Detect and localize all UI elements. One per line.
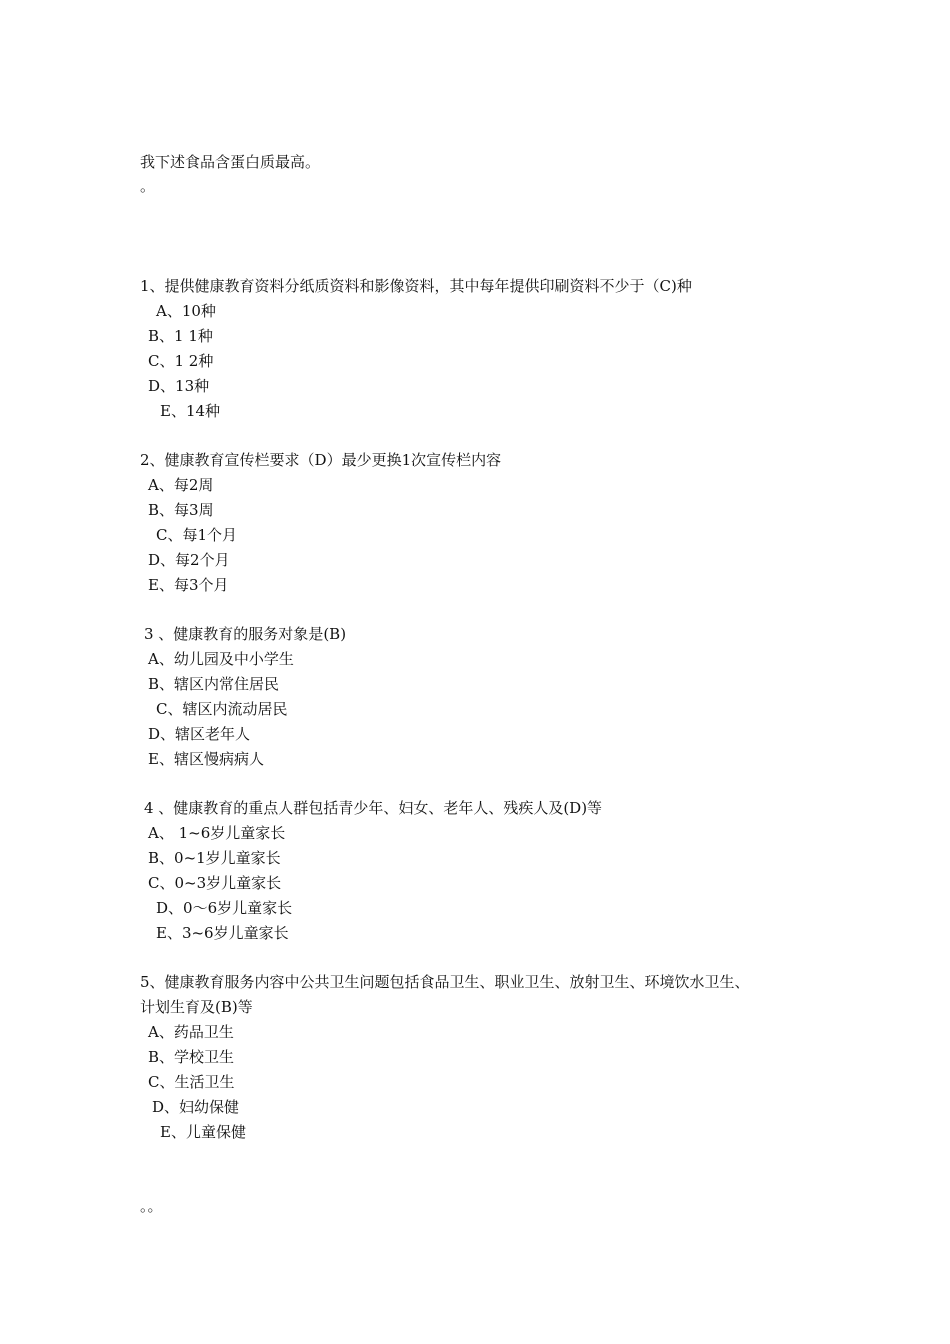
question-1-option-e: E、14种 (160, 402, 221, 420)
question-5-option-a: A、药品卫生 (148, 1023, 234, 1041)
question-5-option-d: D、妇幼保健 (152, 1098, 240, 1116)
question-4-stem: 4 、健康教育的重点人群包括青少年、妇女、老年人、残疾人及(D)等 (144, 799, 603, 817)
question-3-option-c: C、辖区内流动居民 (156, 700, 288, 718)
question-2-option-d: D、每2个月 (148, 551, 230, 569)
question-3-option-b: B、辖区内常住居民 (148, 675, 280, 693)
question-1-option-b: B、1 1种 (148, 327, 213, 345)
question-3-option-a: A、幼儿园及中小学生 (148, 650, 294, 668)
question-2-option-e: E、每3个月 (148, 576, 229, 594)
question-1-stem: 1、提供健康教育资料分纸质资料和影像资料，其中每年提供印刷资料不少于（C)种 (140, 277, 692, 295)
question-2-option-a: A、每2周 (148, 476, 214, 494)
question-5-option-e: E、儿童保健 (160, 1123, 246, 1141)
footer-mark: 。。 (140, 1197, 163, 1215)
question-2-stem: 2、健康教育宣传栏要求（D）最少更换1次宣传栏内容 (140, 451, 502, 469)
question-3-stem: 3 、健康教育的服务对象是(B) (144, 625, 347, 643)
intro-line: 我下述食品含蛋白质最高。 (140, 153, 321, 171)
question-4-option-b: B、0~1岁儿童家长 (148, 849, 281, 867)
question-2-option-b: B、每3周 (148, 501, 214, 519)
question-4-option-d: D、0～6岁儿童家长 (156, 899, 293, 917)
question-1-option-d: D、13种 (148, 377, 210, 395)
question-4-option-e: E、3~6岁儿童家长 (156, 924, 289, 942)
question-3-option-e: E、辖区慢病病人 (148, 750, 264, 768)
question-4-option-a: A、 1~6岁儿童家长 (148, 824, 286, 842)
question-1-option-c: C、1 2种 (148, 352, 214, 370)
intro-mark: 。 (140, 177, 156, 195)
question-4-option-c: C、0~3岁儿童家长 (148, 874, 282, 892)
question-5-stem-line-2: 计划生育及(B)等 (140, 998, 253, 1016)
question-5-stem-line-1: 5、健康教育服务内容中公共卫生问题包括食品卫生、职业卫生、放射卫生、环境饮水卫生、 (140, 973, 750, 991)
question-3-option-d: D、辖区老年人 (148, 725, 251, 743)
question-5-option-c: C、生活卫生 (148, 1073, 235, 1091)
question-2-option-c: C、每1个月 (156, 526, 238, 544)
question-5-option-b: B、学校卫生 (148, 1048, 235, 1066)
question-1-option-a: A、10种 (156, 302, 216, 320)
